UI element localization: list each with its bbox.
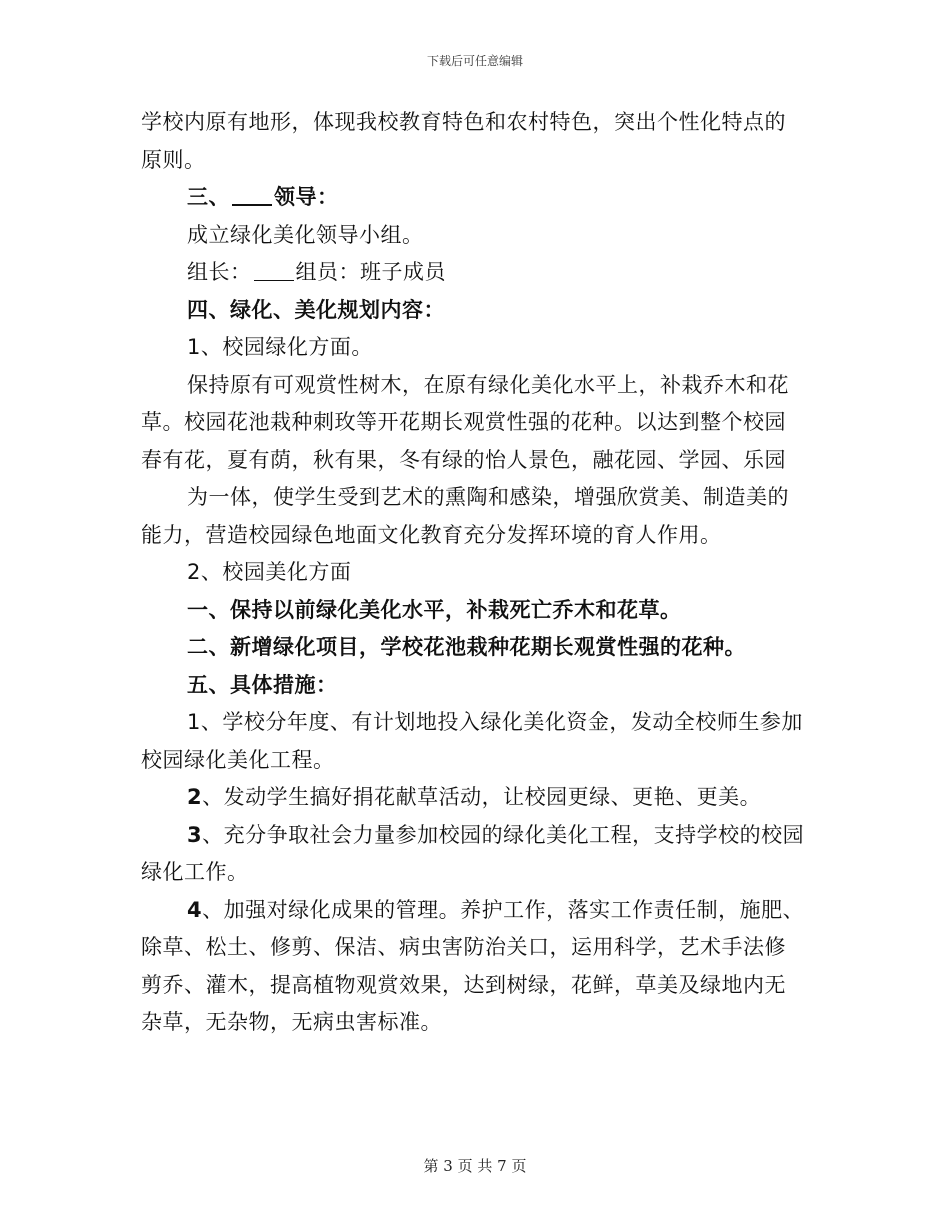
blank-underline [254,262,294,281]
blank-underline [232,186,272,206]
measure-item [141,892,811,930]
leader-label: 组长： [187,260,252,284]
paragraph-line: 春有花，夏有荫，秋有果，冬有绿的怡人景色，融花园、学园、乐园 [141,447,786,472]
heading-prefix: 三、 [187,185,230,209]
paragraph-line: 杂草，无杂物，无病虫害标准。 [141,1010,442,1034]
paragraph-line: 保持原有可观赏性树木，在原有绿化美化水平上，补栽乔木和花 [187,372,789,397]
page-footer: 第 3 页 共 7 页 [423,1157,527,1175]
paragraph-line: 成立绿化美化领导小组。 [187,222,424,247]
paragraph-line: 为一体，使学生受到艺术的熏陶和感染，增强欣赏美、制造美的 [187,485,789,509]
document-body [141,104,811,1042]
item-number: 4 [187,897,203,922]
paragraph-line: 除草、松土、修剪、保洁、病虫害防治关口，运用科学，艺术手法修 [141,935,786,959]
measure-item [141,779,811,817]
paragraph-line: 原则。 [141,147,206,172]
item-number: 3 [187,822,203,847]
item-text: 、发动学生搞好捐花献草活动，让校园更绿、更艳、更美。 [202,785,762,809]
subheading: 1、校园绿化方面。 [187,335,373,359]
bold-item: 一、保持以前绿化美化水平，补栽死亡乔木和花草。 [187,597,682,622]
item-text: 、加强对绿化成果的管理。养护工作，落实工作责任制，施肥、 [202,897,805,922]
paragraph-line: 能力，营造校园绿色地面文化教育充分发挥环境的育人作用。 [141,522,722,547]
paragraph-line: 1、学校分年度、有计划地投入绿化美化资金，发动全校师生参加 [187,710,803,734]
subheading: 2、校园美化方面 [187,560,352,584]
page-header: 下载后可任意编辑 [426,54,523,68]
section-heading-3 [141,179,811,217]
paragraph-line: 剪乔、灌木，提高植物观赏效果，达到树绿，花鲜，草美及绿地内无 [141,972,786,997]
paragraph-line: 学校内原有地形，体现我校教育特色和农村特色，突出个性化特点的 [141,110,786,134]
paragraph-line: 草。校园花池栽种刺玫等开花期长观赏性强的花种。以达到整个校园 [141,410,786,434]
measure-item [141,817,811,855]
group-members-line [141,254,811,292]
paragraph-line: 绿化工作。 [141,860,249,884]
heading-text: 领导： [274,185,339,209]
item-number: 2 [187,785,203,809]
item-text: 、充分争取社会力量参加校园的绿化美化工程，支持学校的校园 [202,822,805,847]
bold-item: 二、新增绿化项目，学校花池栽种花期长观赏性强的花种。 [187,635,746,659]
paragraph-line: 校园绿化美化工程。 [141,747,335,772]
section-heading-4: 四、绿化、美化规划内容： [187,297,445,322]
section-heading-5: 五、具体措施： [187,672,338,697]
members-label: 组员：班子成员 [295,260,446,284]
